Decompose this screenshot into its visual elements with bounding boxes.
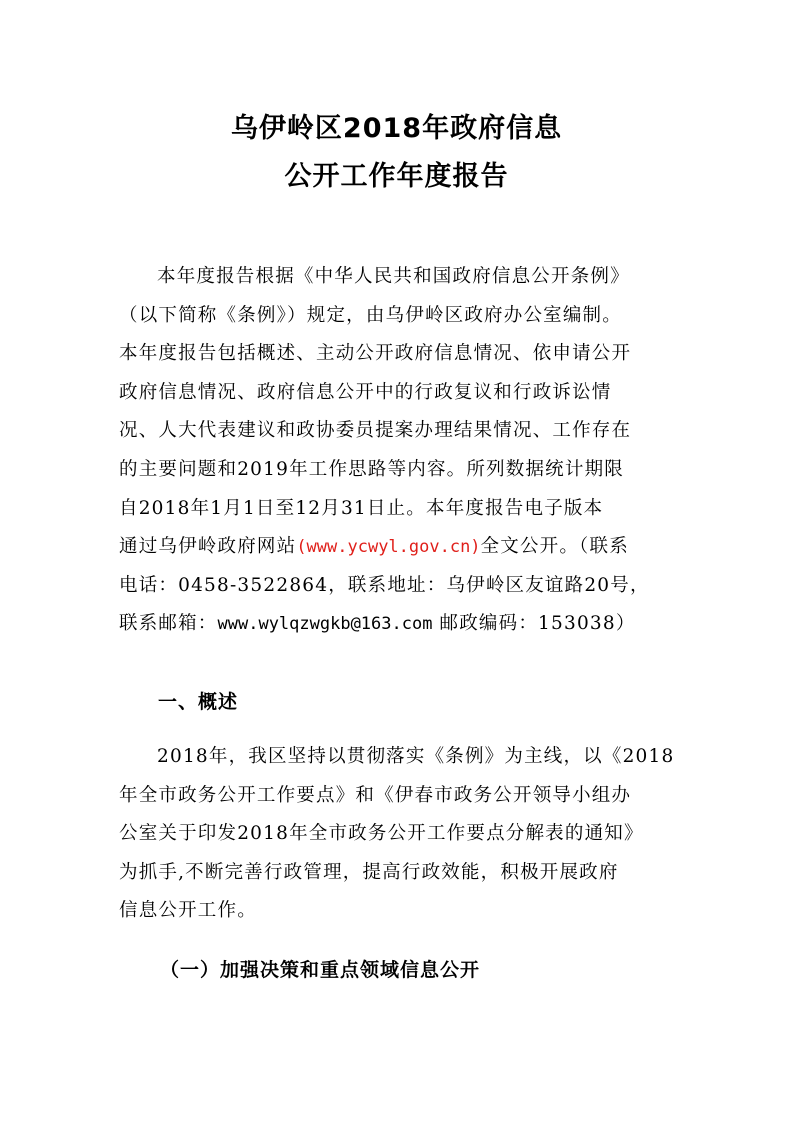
overview-line: 为抓手,不断完善行政管理，提高行政效能，积极开展政府 xyxy=(119,861,619,883)
intro-line-website xyxy=(119,528,679,567)
intro-line: 本年度报告包括概述、主动公开政府信息情况、依申请公开 xyxy=(119,343,632,365)
intro-line-email xyxy=(119,605,679,644)
overview-paragraph xyxy=(119,738,679,931)
overview-line: 2018年，我区坚持以贯彻落实《条例》为主线，以《2018 xyxy=(157,746,675,767)
document-title-line-1: 乌伊岭区2018年政府信息 xyxy=(230,113,563,144)
intro-text: 通过乌伊岭政府网站 xyxy=(119,536,297,558)
website-link[interactable]: (www.ycwyl.gov.cn) xyxy=(296,537,481,558)
subsection-heading: （一）加强决策和重点领域信息公开 xyxy=(160,959,481,981)
overview-line: 公室关于印发2018年全市政务公开工作要点分解表的通知》 xyxy=(119,823,644,845)
intro-line: 自2018年1月1日至12月31日止。本年度报告电子版本 xyxy=(119,497,604,519)
overview-line: 信息公开工作。 xyxy=(119,900,257,922)
intro-line: 的主要问题和2019年工作思路等内容。所列数据统计期限 xyxy=(119,458,624,480)
intro-text: 全文公开。（联系 xyxy=(480,536,629,558)
intro-line: 况、人大代表建议和政协委员提案办理结果情况、工作存在 xyxy=(119,420,632,442)
email-label: 联系邮箱： xyxy=(119,613,218,635)
postal-code-text: 邮政编码：153038） xyxy=(432,613,636,635)
intro-line: （以下简称《条例》）规定，由乌伊岭区政府办公室编制。 xyxy=(119,304,622,326)
email-address: www.wylqzwgkb@163.com xyxy=(217,614,433,635)
intro-line-contact: 电话：0458-3522864，联系地址：乌伊岭区友谊路20号， xyxy=(119,574,650,596)
document-title-line-2: 公开工作年度报告 xyxy=(284,161,509,192)
intro-line: 本年度报告根据《中华人民共和国政府信息公开条例》 xyxy=(157,266,630,287)
overview-line: 年全市政务公开工作要点》和《伊春市政务公开领导小组办 xyxy=(119,784,632,806)
intro-line: 政府信息情况、政府信息公开中的行政复议和行政诉讼情 xyxy=(119,381,612,403)
intro-paragraph xyxy=(119,258,679,644)
section-heading-overview: 一、概述 xyxy=(158,691,239,713)
